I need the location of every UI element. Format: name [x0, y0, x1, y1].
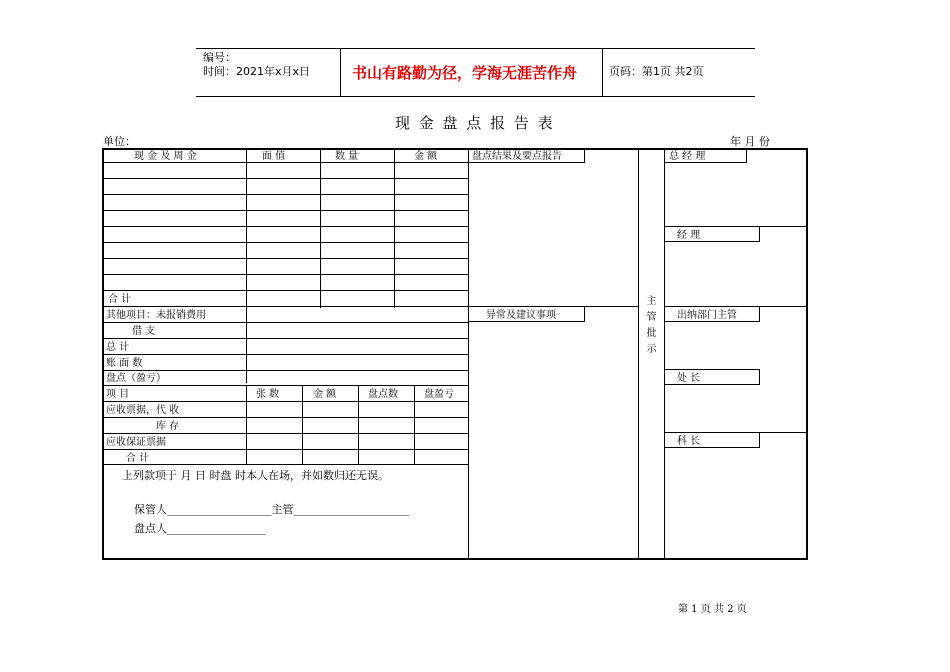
left-row-line: [102, 242, 468, 243]
total-row-label: 合 计: [108, 294, 132, 305]
borrow-label: 借 支: [132, 326, 156, 337]
left-row-line: [102, 178, 468, 179]
manager-label: 经 理: [677, 230, 701, 241]
footer-page-number: 第 1 页 共 2 页: [678, 604, 747, 615]
left-row-line: [102, 464, 468, 465]
header-divider-2: [602, 48, 603, 97]
left-col-3: [394, 148, 395, 308]
left-row-line: [102, 210, 468, 211]
page-title: 现 金 盘 点 报 告 表: [395, 114, 555, 132]
col-divider-approval-right: [664, 148, 665, 560]
book-count-label: 账 面 数: [106, 358, 143, 369]
left-row-line: [102, 290, 468, 291]
left-row-line: [102, 322, 468, 323]
left-col-2: [320, 148, 321, 308]
sub-header-count: 盘点数: [368, 389, 398, 400]
sub-col-3: [358, 385, 359, 464]
supervisor-note: [639, 294, 664, 358]
sub-header-amount: 金 额: [313, 389, 337, 400]
subtotal-label: 总 计: [106, 342, 130, 353]
header-number-label: 编号：: [203, 51, 236, 64]
left-row-line: [102, 274, 468, 275]
custodian-line: 保管人___________________主管_____________________: [134, 503, 409, 516]
header-quantity: 数 量: [335, 151, 359, 162]
sub-header-sheets: 张 数: [256, 389, 280, 400]
unit-label: 单位：: [103, 135, 136, 148]
left-row-line: [102, 306, 468, 307]
header-top-rule: [196, 48, 755, 49]
sub-col-1: [246, 385, 247, 464]
section-chief-label: 处 长: [677, 373, 701, 384]
header-time-label: 时间：2021年x月x日: [203, 65, 311, 78]
left-col-1: [246, 148, 247, 383]
result-label: 盘点结果及要点报告: [472, 151, 562, 162]
division-chief-label: 科 长: [677, 436, 701, 447]
counter-line: 盘点人__________________: [134, 522, 266, 535]
sub-col-4: [414, 385, 415, 464]
stock-label: 库 存: [156, 421, 180, 432]
cashier-head-label: 出纳部门主管: [677, 310, 737, 321]
sub-header-item: 项 目: [106, 389, 130, 400]
date-label: 年 月 份: [730, 135, 770, 148]
sub-header-gain-loss: 盘盈亏: [424, 389, 454, 400]
left-row-line: [102, 194, 468, 195]
left-row-line: [102, 258, 468, 259]
header-bottom-rule: [196, 96, 755, 97]
left-row-line: [102, 354, 468, 355]
left-row-line: [102, 370, 468, 371]
sub-total-label: 合 计: [126, 453, 150, 464]
statement-line: 上列款项于 月 日 时盘 时本人在场，并如数归还无误。: [122, 469, 389, 482]
receivable-bills-label: 应收票据，代 收: [106, 405, 180, 416]
header-divider-1: [340, 48, 341, 97]
issues-label: 异常及建议事项: [486, 310, 556, 321]
other-items-label: 其他项目：未报销费用: [106, 310, 206, 321]
header-amount: 金 额: [414, 151, 438, 162]
header-face-value: 面 值: [262, 151, 286, 162]
sub-col-2: [302, 385, 303, 464]
header-page-code: 页码：第1页 共2页: [609, 65, 704, 78]
header-motto: 书山有路勤为径，学海无涯苦作舟: [352, 64, 578, 82]
supervisor-note-text: 主管批示: [646, 296, 657, 355]
left-row-line: [102, 338, 468, 339]
header-cash: 现 金 及 周 金: [134, 151, 197, 162]
guarantee-bills-label: 应收保证票据: [106, 437, 166, 448]
col-divider-left-middle: [468, 148, 469, 560]
general-manager-label: 总 经 理: [669, 151, 706, 162]
inventory-label: 盘点（盈亏）: [106, 373, 166, 384]
left-row-line: [102, 226, 468, 227]
